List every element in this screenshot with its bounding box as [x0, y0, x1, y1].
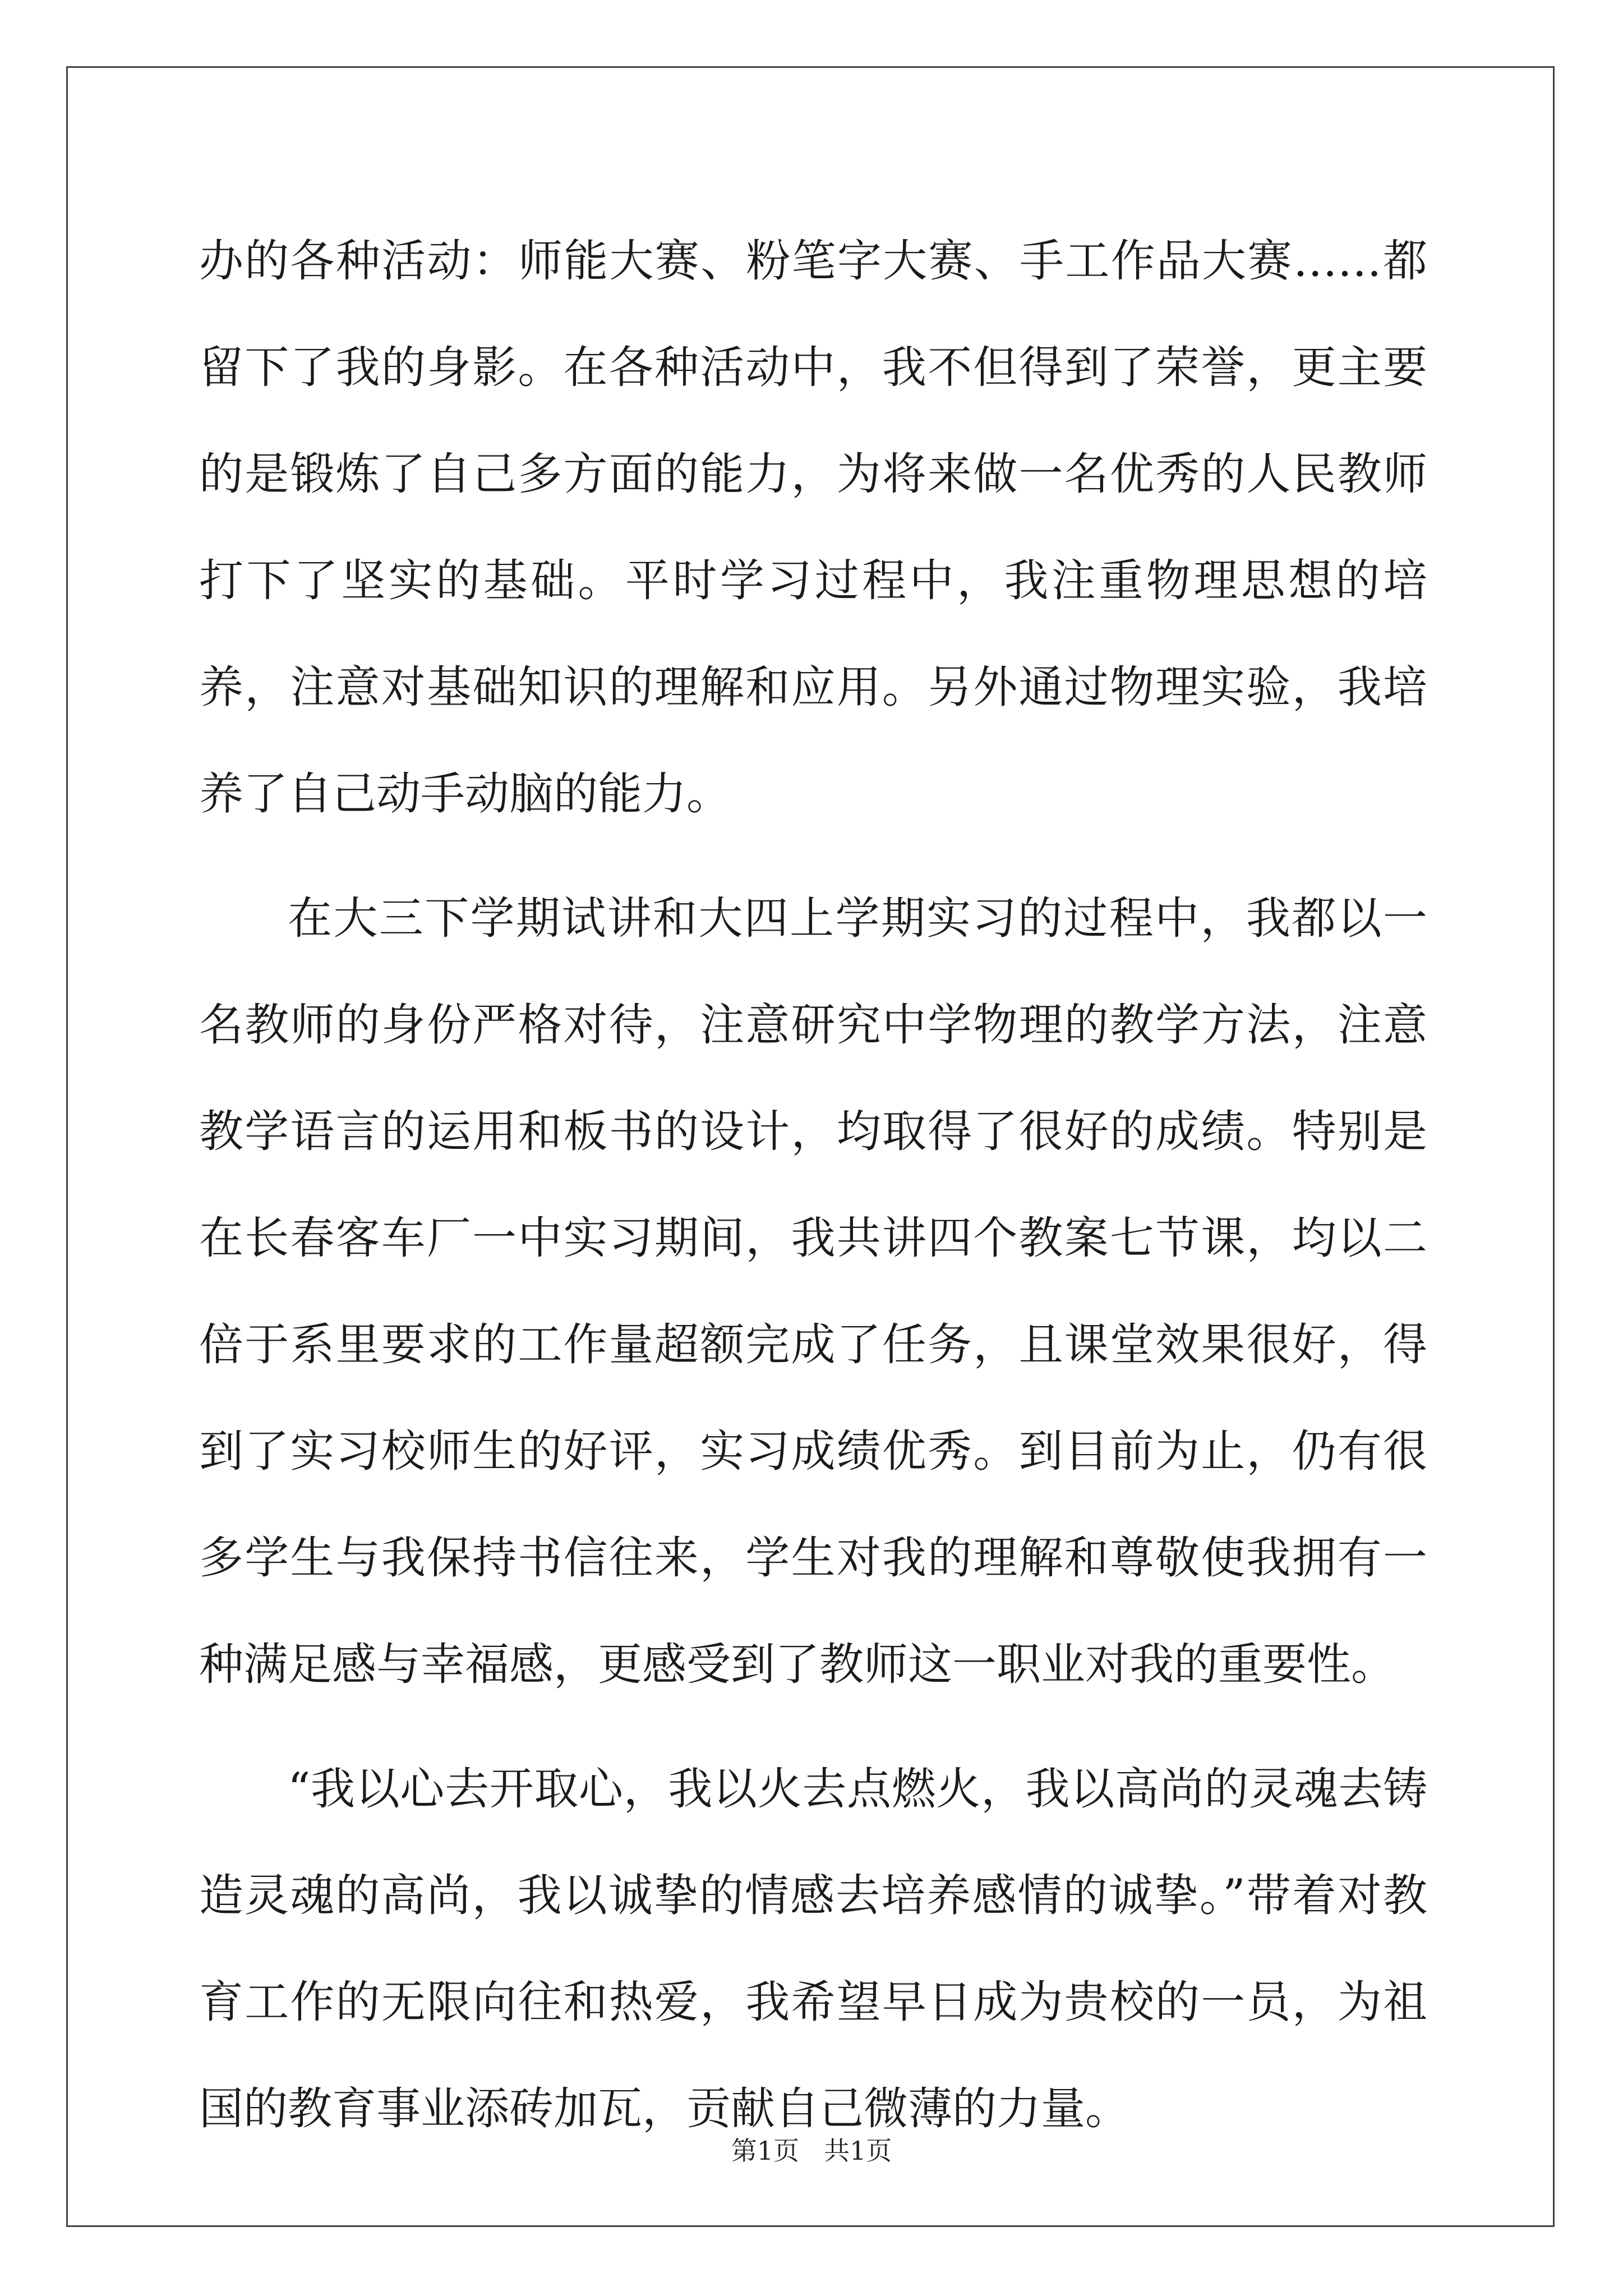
page-total: 共1页 [823, 2136, 892, 2166]
page-number: 第1页 [731, 2136, 800, 2166]
paragraph-2: 在大三下学期试讲和大四上学期实习的过程中，我都以一名教师的身份严格对待，注意研究中学物理的教学方法，注意教学语言的运用和板书的设计，均取得了很好的成绩。特别是在长春客车厂一中实习期间，我共讲四个教案七节课，均以二倍于系里要求的工作量超额完成了任务，且课堂效果很好，得到了实习校师生的好评，实习成绩优秀。到目前为止，仍有很多学生与我保持书信往来，学生对我的理解和尊敬使我拥有一种满足感与幸福感，更感受到了教师这一职业对我的重要性。 [199, 892, 1427, 1690]
document-body [199, 208, 1427, 2180]
paragraph-1: 办的各种活动：师能大赛、粉笔字大赛、手工作品大赛……都留下了我的身影。在各种活动中，我不但得到了荣誉，更主要的是锻炼了自己多方面的能力，为将来做一名优秀的人民教师打下了坚实的基础。平时学习过程中，我注重物理思想的培养，注意对基础知识的理解和应用。另外通过物理实验，我培养了自己动手动脑的能力。 [199, 235, 1427, 820]
page-footer [0, 2131, 1623, 2168]
paragraph-3: “我以心去开取心，我以火去点燃火，我以高尚的灵魂去铸造灵魂的高尚，我以诚挚的情感去培养感情的诚挚。”带着对教育工作的无限向往和热爱，我希望早日成为贵校的一员，为祖国的教育事业添砖加瓦，贡献自己微薄的力量。 [199, 1763, 1427, 2134]
